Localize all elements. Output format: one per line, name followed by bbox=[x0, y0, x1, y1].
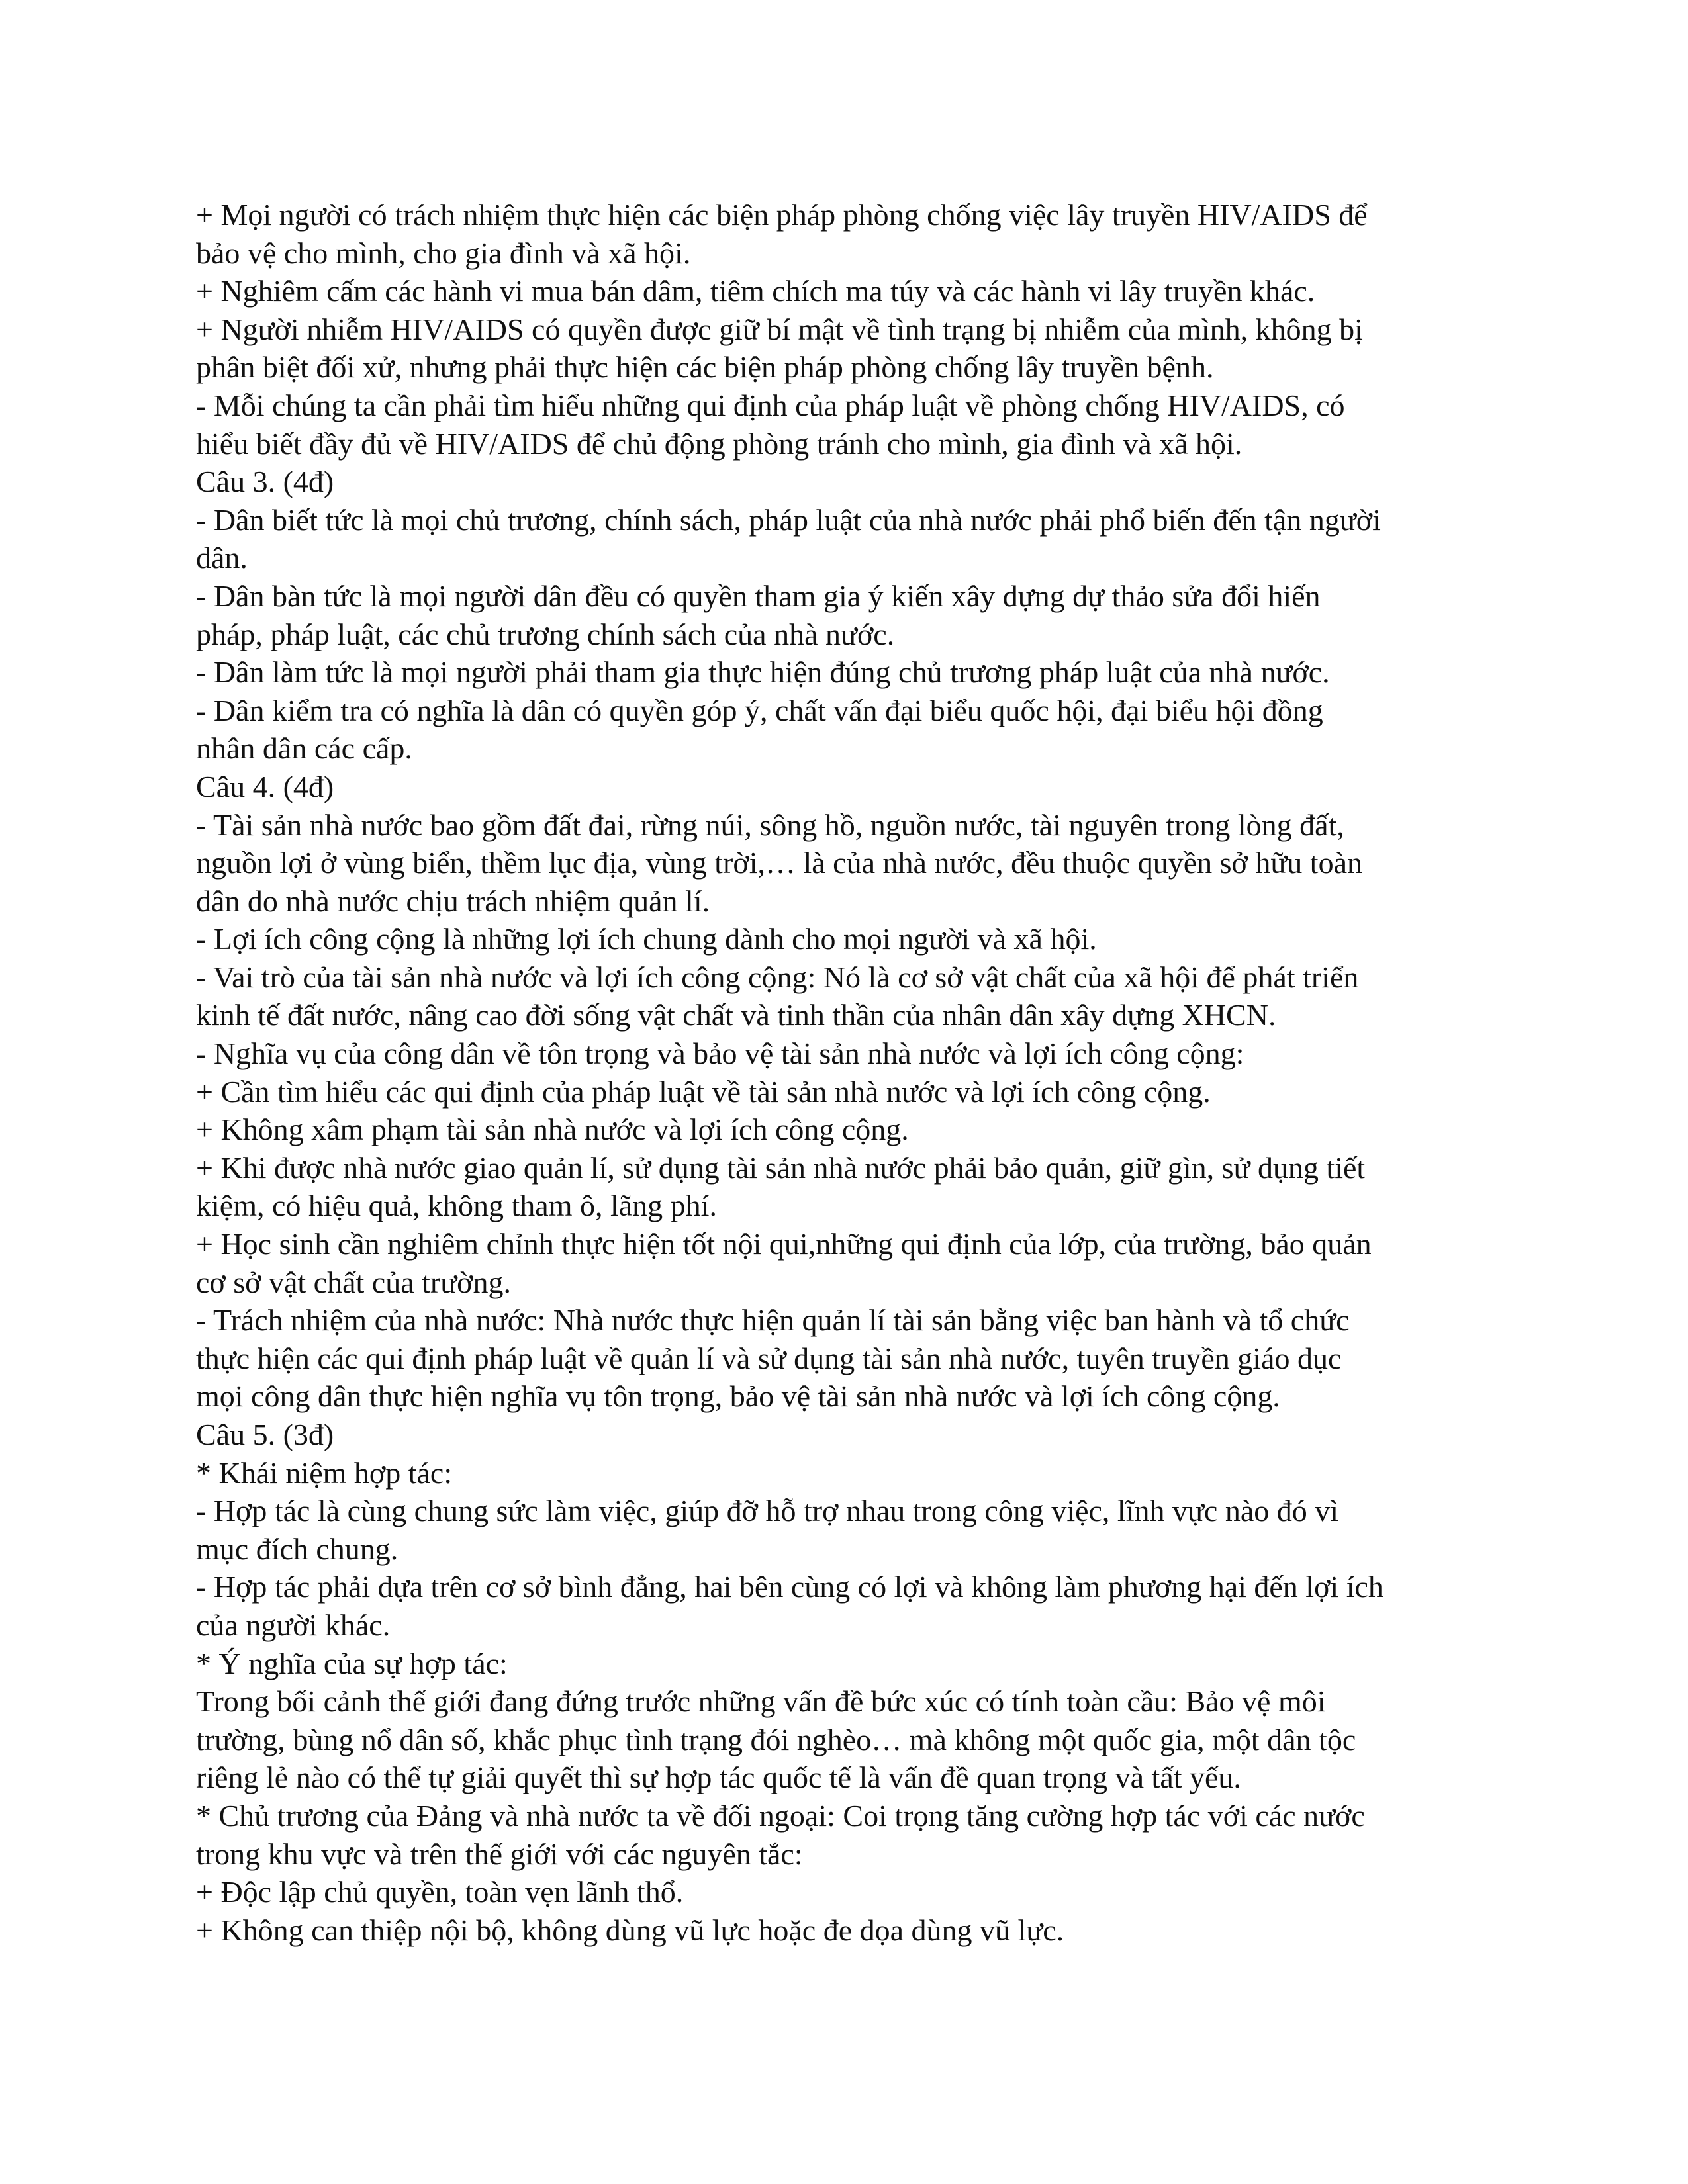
text-line: pháp, pháp luật, các chủ trương chính sách của nhà nước. bbox=[196, 617, 895, 651]
text-line: phân biệt đối xử, nhưng phải thực hiện các biện pháp phòng chống lây truyền bệnh. bbox=[196, 350, 1214, 385]
text-line: - Trách nhiệm của nhà nước: Nhà nước thực hiện quản lí tài sản bằng việc ban hành và tổ chức bbox=[196, 1303, 1350, 1338]
text-line: hiểu biết đầy đủ về HIV/AIDS để chủ động phòng tránh cho mình, gia đình và xã hội. bbox=[196, 426, 1243, 461]
text-line: cơ sở vật chất của trường. bbox=[196, 1265, 511, 1299]
text-line: - Hợp tác phải dựa trên cơ sở bình đẳng, hai bên cùng có lợi và không làm phương hại đến lợi ích bbox=[196, 1570, 1383, 1604]
text-line: dân. bbox=[196, 541, 248, 575]
text-line: kinh tế đất nước, nâng cao đời sống vật chất và tinh thần của nhân dân xây dựng XHCN. bbox=[196, 998, 1276, 1032]
text-line: * Chủ trương của Đảng và nhà nước ta về đối ngoại: Coi trọng tăng cường hợp tác với các nước bbox=[196, 1798, 1365, 1833]
text-line: nguồn lợi ở vùng biển, thềm lục địa, vùng trời,… là của nhà nước, đều thuộc quyền sở hữu toàn bbox=[196, 846, 1362, 880]
text-line: + Mọi người có trách nhiệm thực hiện các biện pháp phòng chống việc lây truyền HIV/AIDS để bbox=[196, 198, 1368, 232]
document-page bbox=[196, 196, 1507, 1949]
text-line: trong khu vực và trên thế giới với các nguyên tắc: bbox=[196, 1837, 803, 1871]
text-line: mục đích chung. bbox=[196, 1531, 399, 1566]
text-line: * Ý nghĩa của sự hợp tác: bbox=[196, 1646, 508, 1680]
text-line: nhân dân các cấp. bbox=[196, 731, 412, 766]
section-heading: Câu 4. (4đ) bbox=[196, 769, 334, 803]
text-line: * Khái niệm hợp tác: bbox=[196, 1455, 453, 1490]
text-line: trường, bùng nổ dân số, khắc phục tình trạng đói nghèo… mà không một quốc gia, một dân tộc bbox=[196, 1722, 1356, 1756]
text-line: - Tài sản nhà nước bao gồm đất đai, rừng núi, sông hồ, nguồn nước, tài nguyên trong lòng đất, bbox=[196, 807, 1344, 842]
text-line: dân do nhà nước chịu trách nhiệm quản lí. bbox=[196, 884, 710, 918]
text-line: của người khác. bbox=[196, 1608, 391, 1642]
text-line: - Dân bàn tức là mọi người dân đều có quyền tham gia ý kiến xây dựng dự thảo sửa đổi hiến bbox=[196, 578, 1321, 613]
text-line: bảo vệ cho mình, cho gia đình và xã hội. bbox=[196, 236, 691, 270]
section-heading: Câu 3. (4đ) bbox=[196, 465, 334, 499]
text-line: Trong bối cảnh thế giới đang đứng trước những vấn đề bức xúc có tính toàn cầu: Bảo vệ môi bbox=[196, 1684, 1326, 1719]
section-heading: Câu 5. (3đ) bbox=[196, 1418, 334, 1451]
text-line: - Hợp tác là cùng chung sức làm việc, giúp đỡ hỗ trợ nhau trong công việc, lĩnh vực nào đó vì bbox=[196, 1494, 1339, 1528]
text-line: thực hiện các qui định pháp luật về quản lí và sử dụng tài sản nhà nước, tuyên truyền giáo dục bbox=[196, 1341, 1342, 1375]
text-line: - Nghĩa vụ của công dân về tôn trọng và bảo vệ tài sản nhà nước và lợi ích công cộng: bbox=[196, 1036, 1244, 1071]
text-line: + Cần tìm hiểu các qui định của pháp luật về tài sản nhà nước và lợi ích công cộng. bbox=[196, 1074, 1211, 1109]
text-line: - Dân kiểm tra có nghĩa là dân có quyền góp ý, chất vấn đại biểu quốc hội, đại biểu hội đồng bbox=[196, 693, 1323, 727]
text-line: + Không can thiệp nội bộ, không dùng vũ lực hoặc đe dọa dùng vũ lực. bbox=[196, 1913, 1064, 1947]
text-line: mọi công dân thực hiện nghĩa vụ tôn trọng, bảo vệ tài sản nhà nước và lợi ích công cộng. bbox=[196, 1379, 1280, 1414]
text-line: - Vai trò của tài sản nhà nước và lợi ích công cộng: Nó là cơ sở vật chất của xã hội để phát triển bbox=[196, 960, 1359, 994]
text-line: - Lợi ích công cộng là những lợi ích chung dành cho mọi người và xã hội. bbox=[196, 922, 1097, 956]
text-line: - Dân biết tức là mọi chủ trương, chính sách, pháp luật của nhà nước phải phổ biến đến tận người bbox=[196, 502, 1381, 537]
text-line: kiệm, có hiệu quả, không tham ô, lãng phí. bbox=[196, 1189, 717, 1223]
text-line: + Học sinh cần nghiêm chỉnh thực hiện tốt nội qui,những qui định của lớp, của trường, bảo quản bbox=[196, 1227, 1372, 1261]
text-line: + Độc lập chủ quyền, toàn vẹn lãnh thổ. bbox=[196, 1875, 684, 1909]
text-line: + Nghiêm cấm các hành vi mua bán dâm, tiêm chích ma túy và các hành vi lây truyền khác. bbox=[196, 274, 1315, 308]
text-line: + Khi được nhà nước giao quản lí, sử dụng tài sản nhà nước phải bảo quản, giữ gìn, sử dụng tiết bbox=[196, 1150, 1366, 1185]
text-line: - Mỗi chúng ta cần phải tìm hiểu những qui định của pháp luật về phòng chống HIV/AIDS, có bbox=[196, 388, 1345, 422]
text-line: riêng lẻ nào có thể tự giải quyết thì sự hợp tác quốc tế là vấn đề quan trọng và tất yếu. bbox=[196, 1760, 1241, 1795]
text-line: - Dân làm tức là mọi người phải tham gia thực hiện đúng chủ trương pháp luật của nhà nước. bbox=[196, 655, 1330, 690]
text-line: + Người nhiễm HIV/AIDS có quyền được giữ bí mật về tình trạng bị nhiễm của mình, không bị bbox=[196, 312, 1363, 346]
text-line: + Không xâm phạm tài sản nhà nước và lợi ích công cộng. bbox=[196, 1113, 909, 1147]
